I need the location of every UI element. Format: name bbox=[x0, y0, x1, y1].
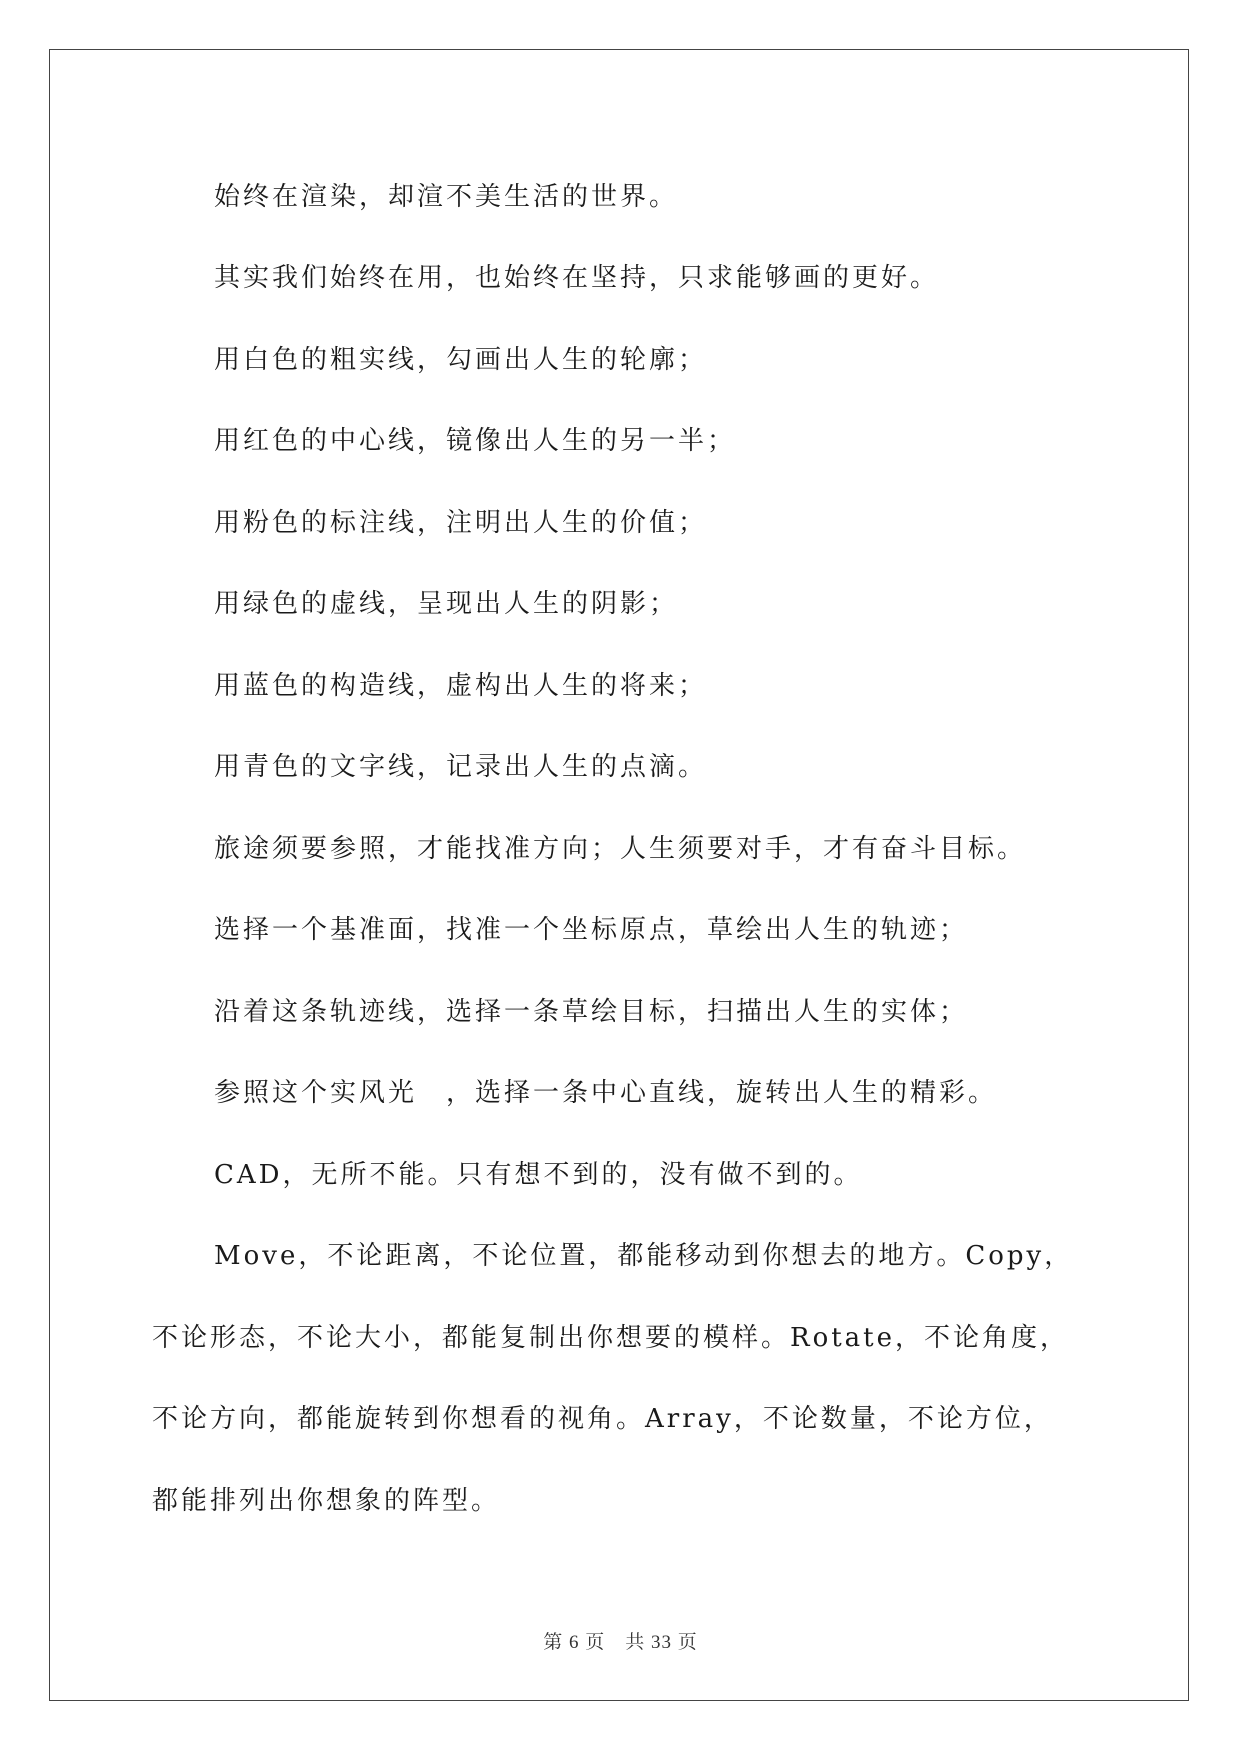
paragraph-line: 不论形态，不论大小，都能复制出你想要的模样。Rotate，不论角度， bbox=[152, 1323, 1070, 1353]
paragraph-line: CAD，无所不能。只有想不到的，没有做不到的。 bbox=[214, 1160, 863, 1190]
paragraph-line: 其实我们始终在用，也始终在坚持，只求能够画的更好。 bbox=[214, 263, 940, 293]
paragraph-line: 始终在渲染，却渲不美生活的世界。 bbox=[214, 182, 679, 212]
paragraph-line: 不论方向，都能旋转到你想看的视角。Array，不论数量，不论方位， bbox=[152, 1404, 1053, 1434]
paragraph-line: 用红色的中心线，镜像出人生的另一半； bbox=[214, 426, 737, 456]
paragraph-line: 用蓝色的构造线，虚构出人生的将来； bbox=[214, 671, 708, 701]
paragraph-line: 用青色的文字线，记录出人生的点滴。 bbox=[214, 752, 708, 782]
page-border bbox=[49, 49, 1189, 1701]
paragraph-line: Move，不论距离，不论位置，都能移动到你想去的地方。Copy， bbox=[214, 1241, 1074, 1271]
page-number: 第 6 页 共 33 页 bbox=[543, 1632, 698, 1653]
paragraph-line: 选择一个基准面，找准一个坐标原点，草绘出人生的轨迹； bbox=[214, 915, 969, 945]
paragraph-line: 参照这个实风光 ，选择一条中心直线，旋转出人生的精彩。 bbox=[214, 1078, 998, 1108]
paragraph-line: 都能排列出你想象的阵型。 bbox=[152, 1486, 501, 1516]
paragraph-line: 旅途须要参照，才能找准方向；人生须要对手，才有奋斗目标。 bbox=[214, 834, 1027, 864]
paragraph-line: 用白色的粗实线，勾画出人生的轮廓； bbox=[214, 345, 708, 375]
paragraph-line: 沿着这条轨迹线，选择一条草绘目标，扫描出人生的实体； bbox=[214, 997, 969, 1027]
paragraph-line: 用粉色的标注线，注明出人生的价值； bbox=[214, 508, 708, 538]
page-footer bbox=[0, 1627, 1241, 1654]
paragraph-line: 用绿色的虚线，呈现出人生的阴影； bbox=[214, 589, 679, 619]
